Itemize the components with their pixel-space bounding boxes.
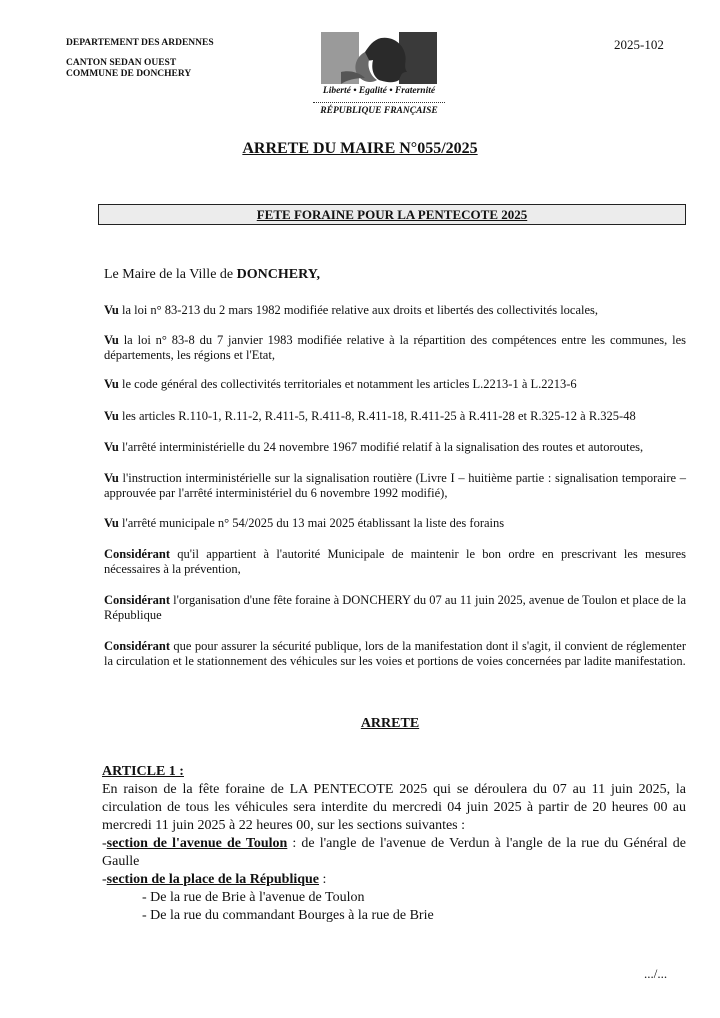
recital (104, 593, 686, 623)
subject-box (98, 204, 686, 225)
section-label: section de l'avenue de Toulon (106, 836, 288, 851)
recital-lead: Considérant (104, 639, 170, 653)
recital (104, 409, 686, 424)
section-dash: - (102, 872, 107, 887)
recital-text: l'arrêté interministérielle du 24 novembre 1967 modifié relatif à la signalisation des routes et autoroutes, (118, 440, 644, 454)
section-text: : de l'angle de l'avenue de Verdun à l'angle de la rue du Général de Gaulle (102, 836, 686, 869)
recital-text: les articles R.110-1, R.11-2, R.411-5, R.411-8, R.411-18, R.411-25 à R.411-28 et R.325-12 à R.325-48 (118, 409, 636, 423)
recital (104, 333, 686, 363)
list-item: - De la rue du commandant Bourges à la rue de Brie (142, 908, 434, 923)
recital (104, 377, 686, 392)
recital-text: la loi n° 83-8 du 7 janvier 1983 modifiée relative à la répartition des compétences entre les communes, les départements, les régions et l'Etat, (104, 333, 686, 362)
republic-name: RÉPUBLIQUE FRANÇAISE (320, 106, 438, 116)
recital-text: l'arrêté municipale n° 54/2025 du 13 mai 2025 établissant la liste des forains (118, 516, 505, 530)
republic-logo (321, 32, 437, 120)
subject-text: FETE FORAINE POUR LA PENTECOTE 2025 (256, 207, 528, 222)
article-section (102, 871, 686, 889)
canton-line: CANTON SEDAN OUEST (66, 58, 177, 68)
republic-motto: Liberté • Egalité • Fraternité (322, 86, 436, 96)
recital (104, 547, 686, 577)
section-label: section de la place de la République (106, 872, 320, 887)
recital (104, 471, 686, 501)
recital (104, 639, 686, 669)
recital-text: que pour assurer la sécurité publique, lors de la manifestation dont il s'agit, il convient de réglementer la circulation et le stationnement des véhicules sur les voies et portions de voies concernées par ladite manifestation. (104, 639, 686, 668)
recital-lead: Vu (104, 471, 119, 485)
recital-text: l'instruction interministérielle sur la signalisation routière (Livre I – huitième partie : signalisation temporaire – approuvée par l'arrêté interministériel du 6 novembre 1992 modifié), (104, 471, 686, 500)
decree-title: ARRETE DU MAIRE N°055/2025 (242, 140, 478, 157)
recital-text: qu'il appartient à l'autorité Municipale de maintenir le bon ordre en prescrivant les mesures nécessaires à la prévention, (104, 547, 686, 576)
mayor-intro (104, 267, 686, 282)
list-item: - De la rue de Brie à l'avenue de Toulon (142, 890, 365, 905)
section-dash: - (102, 836, 107, 851)
recital-lead: Considérant (104, 547, 170, 561)
recital-lead: Vu (104, 440, 119, 454)
recital (104, 303, 686, 318)
article-body: En raison de la fête foraine de LA PENTECOTE 2025 qui se déroulera du 07 au 11 juin 2025, la circulation de tous les véhicules sera interdite du mercredi 04 juin 2025 à partir de 20 heures 00 au mercredi 11 juin 2025 à 22 heures 00, sur les sections suivantes : (102, 782, 686, 833)
decree-section-heading: ARRETE (360, 716, 420, 731)
recital-text: la loi n° 83-213 du 2 mars 1982 modifiée relative aux droits et libertés des collectivités locales, (118, 303, 599, 317)
recital (104, 516, 686, 531)
issuer-block (66, 38, 214, 80)
recital-lead: Vu (104, 409, 119, 423)
department-line: DEPARTEMENT DES ARDENNES (66, 38, 214, 48)
article-section (102, 835, 686, 871)
document-reference: 2025-102 (614, 37, 664, 52)
recital-lead: Vu (104, 377, 119, 391)
motto-divider (313, 102, 445, 103)
intro-prefix: Le Maire de la Ville de (104, 267, 237, 282)
recital (104, 440, 686, 455)
page-continuation: .../... (644, 966, 668, 981)
article-title: ARTICLE 1 : (102, 764, 184, 779)
recital-text: l'organisation d'une fête foraine à DONCHERY du 07 au 11 juin 2025, avenue de Toulon et place de la République (104, 593, 686, 622)
town-name: DONCHERY, (236, 267, 321, 282)
recital-lead: Vu (104, 303, 119, 317)
article-1 (102, 763, 686, 925)
commune-line: COMMUNE DE DONCHERY (66, 69, 192, 79)
recital-lead: Vu (104, 333, 119, 347)
recital-lead: Considérant (104, 593, 170, 607)
section-text: : (319, 872, 327, 887)
recital-text: le code général des collectivités territoriales et notamment les articles L.2213-1 à L.2213-6 (118, 377, 577, 391)
marianne-icon (321, 32, 437, 90)
recital-lead: Vu (104, 516, 119, 530)
